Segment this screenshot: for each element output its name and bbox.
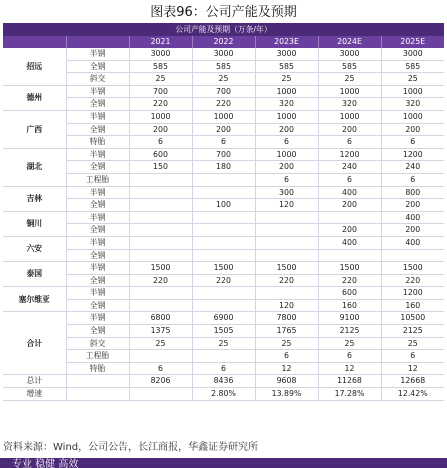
capacity-cell <box>192 211 255 224</box>
table-row <box>3 148 444 161</box>
table-body <box>3 48 444 400</box>
capacity-cell: 320 <box>255 98 318 111</box>
capacity-cell: 6 <box>381 350 444 363</box>
capacity-cell: 1200 <box>381 148 444 161</box>
company-name: 招远 <box>3 48 66 85</box>
capacity-cell: 600 <box>129 148 192 161</box>
capacity-cell: 6 <box>318 173 381 186</box>
table-row <box>3 186 444 199</box>
capacity-cell: 585 <box>318 60 381 73</box>
summary-cell <box>129 388 192 401</box>
table-row <box>3 211 444 224</box>
capacity-cell: 200 <box>318 123 381 136</box>
capacity-cell: 6 <box>255 173 318 186</box>
capacity-cell: 6 <box>255 350 318 363</box>
capacity-cell: 200 <box>255 123 318 136</box>
summary-label: 总计 <box>3 375 66 388</box>
capacity-cell: 25 <box>255 337 318 350</box>
company-name: 泰国 <box>3 262 66 287</box>
table-row <box>3 249 444 262</box>
capacity-cell: 6800 <box>129 312 192 325</box>
capacity-cell: 585 <box>129 60 192 73</box>
capacity-cell <box>129 186 192 199</box>
capacity-cell: 6 <box>381 136 444 149</box>
tire-type: 全钢 <box>66 325 129 338</box>
capacity-cell: 6 <box>381 173 444 186</box>
tire-type: 工程胎 <box>66 350 129 363</box>
summary-row <box>3 388 444 401</box>
capacity-cell <box>192 350 255 363</box>
tire-type: 半钢 <box>66 48 129 60</box>
company-name: 吉林 <box>3 186 66 211</box>
capacity-cell: 400 <box>381 211 444 224</box>
capacity-cell <box>129 287 192 300</box>
capacity-cell: 25 <box>255 73 318 86</box>
tire-type: 半钢 <box>66 312 129 325</box>
capacity-cell <box>129 199 192 212</box>
company-name: 塞尔维亚 <box>3 287 66 312</box>
year-header-row <box>3 36 444 48</box>
capacity-cell: 220 <box>192 98 255 111</box>
capacity-cell: 400 <box>318 236 381 249</box>
table-row <box>3 312 444 325</box>
tire-type: 全钢 <box>66 60 129 73</box>
capacity-cell: 25 <box>318 337 381 350</box>
table-row <box>3 224 444 237</box>
company-name: 合计 <box>3 312 66 375</box>
capacity-cell: 200 <box>318 199 381 212</box>
capacity-cell: 25 <box>192 337 255 350</box>
capacity-cell <box>255 211 318 224</box>
capacity-cell: 6 <box>192 136 255 149</box>
capacity-cell: 25 <box>381 337 444 350</box>
capacity-cell: 6 <box>318 350 381 363</box>
capacity-cell: 2125 <box>381 325 444 338</box>
capacity-cell: 200 <box>255 161 318 174</box>
capacity-cell <box>318 249 381 262</box>
capacity-cell: 180 <box>192 161 255 174</box>
header-blank-company <box>3 36 66 48</box>
capacity-cell: 3000 <box>381 48 444 60</box>
figure-title: 图表96：公司产能及预期 <box>150 5 297 20</box>
tire-type: 半钢 <box>66 85 129 98</box>
capacity-cell: 1765 <box>255 325 318 338</box>
capacity-cell: 1500 <box>318 262 381 275</box>
summary-cell: 8206 <box>129 375 192 388</box>
capacity-cell: 200 <box>381 224 444 237</box>
table-row <box>3 48 444 60</box>
capacity-cell: 1000 <box>192 110 255 123</box>
capacity-cell: 25 <box>129 73 192 86</box>
summary-cell: 12668 <box>381 375 444 388</box>
capacity-cell <box>129 249 192 262</box>
capacity-cell: 1000 <box>255 85 318 98</box>
table-row <box>3 236 444 249</box>
capacity-cell <box>192 299 255 312</box>
capacity-cell <box>318 211 381 224</box>
capacity-cell: 9100 <box>318 312 381 325</box>
capacity-cell: 800 <box>381 186 444 199</box>
capacity-cell: 220 <box>381 274 444 287</box>
table-row <box>3 73 444 86</box>
capacity-cell: 1200 <box>318 148 381 161</box>
tire-type: 特胎 <box>66 362 129 375</box>
table-row <box>3 362 444 375</box>
capacity-cell: 585 <box>255 60 318 73</box>
capacity-cell: 1000 <box>318 110 381 123</box>
capacity-cell: 3000 <box>255 48 318 60</box>
capacity-cell: 200 <box>129 123 192 136</box>
capacity-cell: 6 <box>192 362 255 375</box>
capacity-cell <box>255 287 318 300</box>
capacity-cell: 1000 <box>318 85 381 98</box>
capacity-cell <box>255 224 318 237</box>
capacity-cell: 320 <box>318 98 381 111</box>
capacity-cell <box>381 249 444 262</box>
capacity-cell <box>192 186 255 199</box>
capacity-cell: 1500 <box>381 262 444 275</box>
capacity-cell <box>129 211 192 224</box>
tire-type: 全钢 <box>66 274 129 287</box>
capacity-cell: 6900 <box>192 312 255 325</box>
capacity-cell: 220 <box>255 274 318 287</box>
capacity-cell: 1500 <box>129 262 192 275</box>
capacity-cell: 700 <box>192 148 255 161</box>
table-row <box>3 60 444 73</box>
footer-slogan: 专业 稳健 高效 <box>12 459 79 468</box>
table-header-title: 公司产能及预期（万条/年） <box>3 23 444 36</box>
capacity-cell: 6 <box>129 362 192 375</box>
summary-cell: 9608 <box>255 375 318 388</box>
summary-type-blank <box>66 388 129 401</box>
capacity-cell: 300 <box>255 186 318 199</box>
capacity-cell: 120 <box>255 299 318 312</box>
tire-type: 工程胎 <box>66 173 129 186</box>
capacity-cell <box>129 224 192 237</box>
summary-cell: 2.80% <box>192 388 255 401</box>
company-name: 湖北 <box>3 148 66 186</box>
table-row <box>3 98 444 111</box>
capacity-cell: 1000 <box>381 110 444 123</box>
tire-type: 全钢 <box>66 199 129 212</box>
tire-type: 全钢 <box>66 123 129 136</box>
table-row <box>3 161 444 174</box>
capacity-cell: 585 <box>192 60 255 73</box>
summary-row <box>3 375 444 388</box>
capacity-cell: 200 <box>381 123 444 136</box>
capacity-cell: 100 <box>192 199 255 212</box>
capacity-cell <box>192 173 255 186</box>
header-blank-type <box>66 36 129 48</box>
company-name: 广西 <box>3 110 66 148</box>
capacity-cell: 400 <box>318 186 381 199</box>
capacity-cell <box>192 287 255 300</box>
capacity-cell: 220 <box>129 274 192 287</box>
company-name: 德州 <box>3 85 66 110</box>
capacity-cell: 7800 <box>255 312 318 325</box>
capacity-cell: 12 <box>318 362 381 375</box>
capacity-cell: 1500 <box>255 262 318 275</box>
capacity-cell: 3000 <box>318 48 381 60</box>
capacity-cell <box>129 350 192 363</box>
table-row <box>3 274 444 287</box>
capacity-cell: 25 <box>381 73 444 86</box>
capacity-cell: 1000 <box>255 110 318 123</box>
capacity-cell: 12 <box>381 362 444 375</box>
capacity-cell: 2125 <box>318 325 381 338</box>
capacity-cell: 160 <box>381 299 444 312</box>
capacity-cell: 6 <box>129 136 192 149</box>
table-row <box>3 123 444 136</box>
summary-cell: 13.89% <box>255 388 318 401</box>
capacity-cell <box>192 249 255 262</box>
capacity-cell: 1000 <box>129 110 192 123</box>
table-row <box>3 173 444 186</box>
company-name: 六安 <box>3 236 66 261</box>
capacity-cell: 25 <box>192 73 255 86</box>
capacity-cell: 320 <box>381 98 444 111</box>
capacity-cell: 600 <box>318 287 381 300</box>
year-header: 2021 <box>129 36 192 48</box>
capacity-cell: 25 <box>129 337 192 350</box>
tire-type: 半钢 <box>66 186 129 199</box>
summary-type-blank <box>66 375 129 388</box>
year-header: 2022 <box>192 36 255 48</box>
tire-type: 全钢 <box>66 249 129 262</box>
capacity-cell: 1500 <box>192 262 255 275</box>
company-name: 铜川 <box>3 211 66 236</box>
tire-type: 特胎 <box>66 136 129 149</box>
capacity-cell: 700 <box>129 85 192 98</box>
source-note: 资料来源：Wind，公司公告，长江商报，华鑫证券研究所 <box>3 442 259 453</box>
summary-label: 增速 <box>3 388 66 401</box>
capacity-cell <box>192 224 255 237</box>
capacity-cell: 6 <box>318 136 381 149</box>
capacity-cell: 700 <box>192 85 255 98</box>
capacity-cell: 240 <box>381 161 444 174</box>
capacity-cell: 220 <box>192 274 255 287</box>
year-header: 2023E <box>255 36 318 48</box>
tire-type: 半钢 <box>66 110 129 123</box>
capacity-cell <box>129 173 192 186</box>
capacity-cell: 12 <box>255 362 318 375</box>
table-row <box>3 325 444 338</box>
table-row <box>3 199 444 212</box>
capacity-cell: 120 <box>255 199 318 212</box>
capacity-cell: 220 <box>318 274 381 287</box>
year-header: 2025E <box>381 36 444 48</box>
capacity-cell: 240 <box>318 161 381 174</box>
capacity-cell: 3000 <box>129 48 192 60</box>
capacity-cell: 1505 <box>192 325 255 338</box>
capacity-cell: 200 <box>318 224 381 237</box>
tire-type: 全钢 <box>66 299 129 312</box>
capacity-cell: 1200 <box>381 287 444 300</box>
tire-type: 半钢 <box>66 148 129 161</box>
tire-type: 斜交 <box>66 337 129 350</box>
table-row <box>3 110 444 123</box>
tire-type: 全钢 <box>66 224 129 237</box>
capacity-cell: 200 <box>381 199 444 212</box>
tire-type: 半钢 <box>66 262 129 275</box>
capacity-cell: 3000 <box>192 48 255 60</box>
capacity-cell <box>255 236 318 249</box>
tire-type: 半钢 <box>66 211 129 224</box>
table-row <box>3 350 444 363</box>
table-row <box>3 136 444 149</box>
tire-type: 全钢 <box>66 98 129 111</box>
capacity-cell: 160 <box>318 299 381 312</box>
table-row <box>3 85 444 98</box>
table-row <box>3 262 444 275</box>
capacity-cell: 400 <box>381 236 444 249</box>
table-row <box>3 287 444 300</box>
tire-type: 全钢 <box>66 161 129 174</box>
summary-cell: 8436 <box>192 375 255 388</box>
capacity-cell <box>192 236 255 249</box>
capacity-cell: 220 <box>129 98 192 111</box>
capacity-cell: 1000 <box>255 148 318 161</box>
footer-bar <box>0 458 447 468</box>
tire-type: 半钢 <box>66 236 129 249</box>
capacity-cell: 1000 <box>381 85 444 98</box>
capacity-cell <box>129 236 192 249</box>
summary-cell: 12.42% <box>381 388 444 401</box>
capacity-table-container <box>3 23 444 401</box>
capacity-cell <box>255 249 318 262</box>
summary-cell: 11268 <box>318 375 381 388</box>
capacity-cell: 585 <box>381 60 444 73</box>
tire-type: 斜交 <box>66 73 129 86</box>
capacity-cell: 10500 <box>381 312 444 325</box>
table-row <box>3 337 444 350</box>
capacity-cell: 200 <box>192 123 255 136</box>
capacity-cell <box>129 299 192 312</box>
tire-type: 半钢 <box>66 287 129 300</box>
capacity-cell: 1375 <box>129 325 192 338</box>
capacity-table <box>3 23 444 401</box>
table-row <box>3 299 444 312</box>
capacity-cell: 6 <box>255 136 318 149</box>
year-header: 2024E <box>318 36 381 48</box>
capacity-cell: 25 <box>318 73 381 86</box>
summary-cell: 17.28% <box>318 388 381 401</box>
capacity-cell: 150 <box>129 161 192 174</box>
